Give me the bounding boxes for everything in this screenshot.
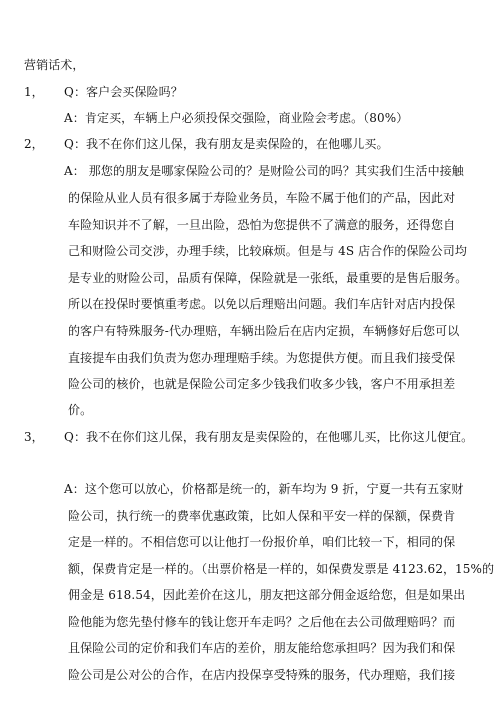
document-heading: 营销话术，	[24, 58, 85, 72]
item-2-answer-line: 己和财险公司交涉，办理手续，比较麻烦。但是与 4S 店合作的保险公司均	[68, 244, 467, 258]
item-2-answer-line: 的客户有特殊服务-代办理赔，车辆出险后在店内定损，车辆修好后您可以	[68, 324, 460, 338]
item-3-answer-line: 险他能为您先垫付修车的钱让您开车走吗？之后他在去公司做理赔吗？而	[68, 615, 456, 629]
item-3-answer-line: 险公司是公对公的合作，在店内投保享受特殊的服务，代办理赔，我们接	[68, 668, 456, 682]
item-2-answer-line: 价。	[68, 403, 93, 417]
item-2-answer-line: 的保险从业人员有很多属于寿险业务员，车险不属于他们的产品，因此对	[68, 191, 456, 205]
item-3-answer-line: 且保险公司的定价和我们车店的差价，朋友能给您承担吗？因为我们和保	[68, 641, 456, 655]
item-2-number: 2，	[24, 137, 44, 151]
item-3-answer-line: 额，保费肯定是一样的。（出票价格是一样的，如保费发票是 4123.62，15%的	[68, 562, 495, 576]
item-2-answer-line: 车险知识并不了解，一旦出险，恐怕为您提供不了满意的服务，还得您自	[68, 218, 456, 232]
item-2-question: Q：我不在你们这儿保，我有朋友是卖保险的，在他哪儿买。	[64, 137, 389, 151]
item-1-answer-line: A：肯定买，车辆上户必须投保交强险，商业险会考虑。（80%）	[64, 111, 409, 125]
item-3-question: Q：我不在你们这儿保，我有朋友是卖保险的，在他哪儿买，比你这儿便宜。	[64, 430, 474, 444]
item-3-answer-line: A：这个您可以放心，价格都是统一的，新车均为 9 折，宁夏一共有五家财	[64, 482, 464, 496]
item-2-answer-line: 所以在投保时要慎重考虑。以免以后理赔出问题。我们车店针对店内投保	[68, 297, 456, 311]
item-3-answer-line: 险公司，执行统一的费率优惠政策，比如人保和平安一样的保额，保费肯	[68, 509, 456, 523]
item-1-question: Q：客户会买保险吗？	[64, 85, 183, 99]
item-2-answer-line: A： 那您的朋友是哪家保险公司的？是财险公司的吗？其实我们生活中接触	[64, 164, 464, 178]
item-1-number: 1，	[24, 85, 44, 99]
item-3-number: 3，	[24, 430, 44, 444]
item-2-answer-line: 直接提车由我们负责为您办理理赔手续。为您提供方便。而且我们接受保	[68, 351, 456, 365]
item-2-answer-line: 险公司的核价，也就是保险公司定多少钱我们收多少钱，客户不用承担差	[68, 377, 456, 391]
item-3-answer-line: 定是一样的。不相信您可以让他打一份报价单，咱们比较一下，相同的保	[68, 535, 456, 549]
item-3-answer-line: 佣金是 618.54，因此差价在这儿，朋友把这部分佣金返给您，但是如果出	[68, 588, 466, 602]
item-2-answer-line: 是专业的财险公司，品质有保障，保险就是一张纸，最重要的是售后服务。	[68, 271, 468, 285]
